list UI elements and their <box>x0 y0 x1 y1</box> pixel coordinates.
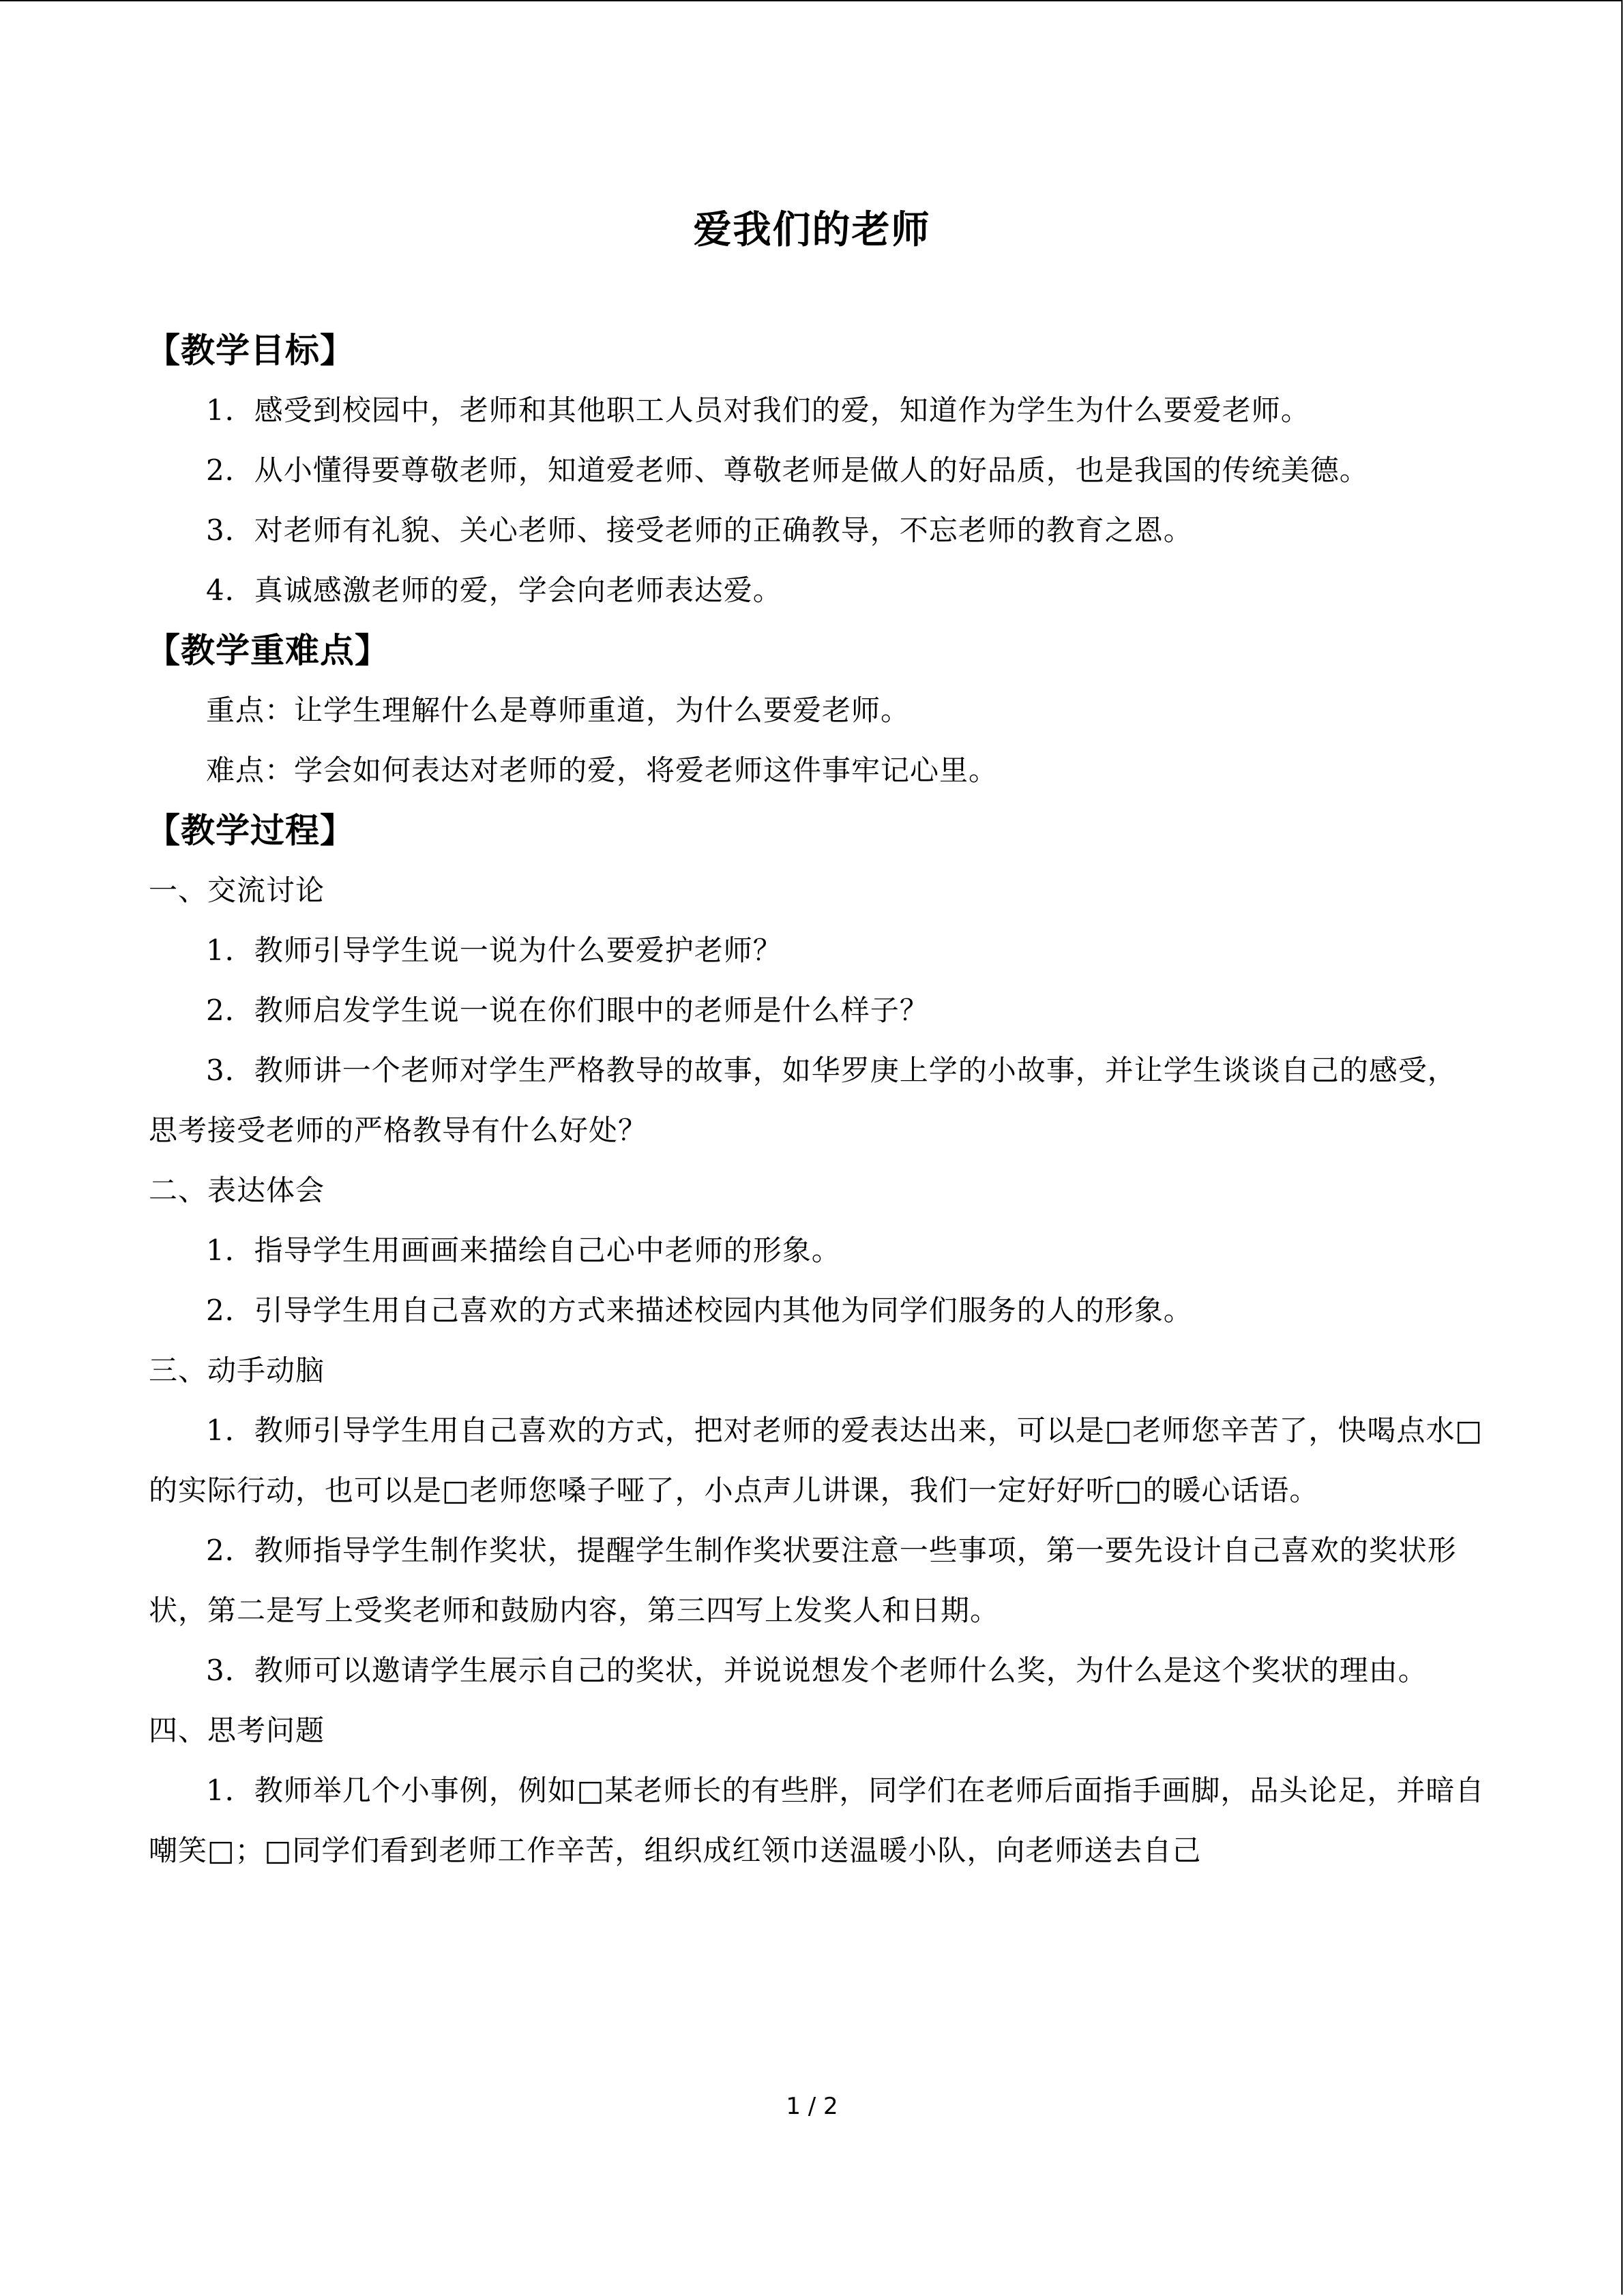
section-heading-goals: 【教学目标】 <box>146 331 355 370</box>
document-title: 爱我们的老师 <box>693 208 931 252</box>
key-point-difficulty: 难点：学会如何表达对老师的爱，将爱老师这件事牢记心里。 <box>206 754 999 787</box>
goal-item-3: 3．对老师有礼貌、关心老师、接受老师的正确教导，不忘老师的教育之恩。 <box>206 513 1193 547</box>
process-part-2-item-1: 1．指导学生用画画来描绘自己心中老师的形象。 <box>206 1234 841 1267</box>
goal-item-2: 2．从小懂得要尊敬老师，知道爱老师、尊敬老师是做人的好品质，也是我国的传统美德。 <box>206 453 1369 487</box>
process-part-3-title: 三、动手动脑 <box>149 1354 325 1387</box>
page-number: 1 / 2 <box>786 2093 838 2120</box>
key-point-focus: 重点：让学生理解什么是尊师重道，为什么要爱老师。 <box>206 694 911 727</box>
process-part-2-title: 二、表达体会 <box>149 1174 325 1207</box>
process-part-4-item-1: 1．教师举几个小事例，例如□某老师长的有些胖，同学们在老师后面指手画脚，品头论足，并暗自嘲笑□；□同学们看到老师工作辛苦，组织成红领巾送温暖小队，向老师送去自己 <box>149 1774 1485 1867</box>
process-part-1-item-2: 2．教师启发学生说一说在你们眼中的老师是什么样子？ <box>206 994 929 1027</box>
section-heading-key-points: 【教学重难点】 <box>146 631 389 670</box>
goal-item-4: 4．真诚感激老师的爱，学会向老师表达爱。 <box>206 573 782 607</box>
document-body <box>146 320 1486 1881</box>
process-part-4-title: 四、思考问题 <box>149 1714 325 1747</box>
process-part-3-item-3: 3．教师可以邀请学生展示自己的奖状，并说说想发个老师什么奖，为什么是这个奖状的理由。 <box>206 1654 1428 1687</box>
process-part-1-item-3: 3．教师讲一个老师对学生严格教导的故事，如华罗庚上学的小故事，并让学生谈谈自己的感受，思考接受老师的严格教导有什么好处？ <box>149 1054 1457 1147</box>
process-part-1-item-1: 1．教师引导学生说一说为什么要爱护老师？ <box>206 934 782 967</box>
process-part-1-title: 一、交流讨论 <box>149 874 325 907</box>
process-part-3-item-1: 1．教师引导学生用自己喜欢的方式，把对老师的爱表达出来，可以是□老师您辛苦了，快喝点水□的实际行动，也可以是□老师您嗓子哑了，小点声儿讲课，我们一定好好听□的暖心话语。 <box>149 1414 1483 1507</box>
process-part-2-item-2: 2．引导学生用自己喜欢的方式来描述校园内其他为同学们服务的人的形象。 <box>206 1294 1193 1327</box>
goal-item-1: 1．感受到校园中，老师和其他职工人员对我们的爱，知道作为学生为什么要爱老师。 <box>206 393 1310 427</box>
section-heading-process: 【教学过程】 <box>146 811 355 850</box>
process-part-3-item-2: 2．教师指导学生制作奖状，提醒学生制作奖状要注意一些事项，第一要先设计自己喜欢的奖状形状，第二是写上受奖老师和鼓励内容，第三四写上发奖人和日期。 <box>149 1534 1457 1627</box>
